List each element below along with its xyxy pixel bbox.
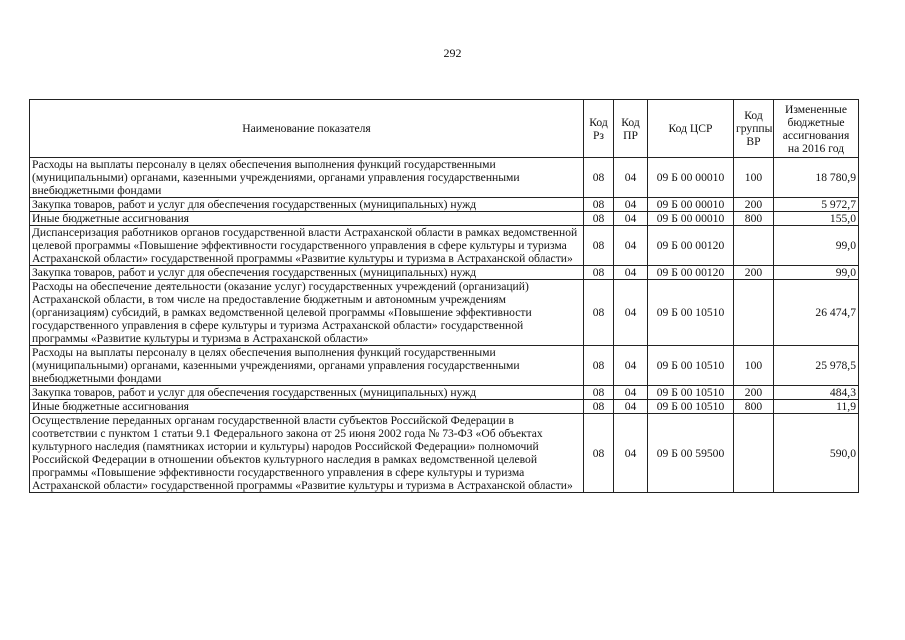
table-row (30, 198, 859, 212)
row-rz: 08 (584, 226, 614, 266)
row-vr: 800 (734, 212, 774, 226)
row-csr: 09 Б 00 00120 (648, 266, 734, 280)
row-amount: 99,0 (774, 226, 859, 266)
row-name: Закупка товаров, работ и услуг для обеспечения государственных (муниципальных) нужд (30, 266, 584, 280)
row-vr: 200 (734, 386, 774, 400)
row-name: Иные бюджетные ассигнования (30, 212, 584, 226)
row-csr: 09 Б 00 10510 (648, 346, 734, 386)
row-pr: 04 (614, 198, 648, 212)
row-name: Закупка товаров, работ и услуг для обеспечения государственных (муниципальных) нужд (30, 386, 584, 400)
row-pr: 04 (614, 280, 648, 346)
row-vr: 200 (734, 198, 774, 212)
row-csr: 09 Б 00 00010 (648, 198, 734, 212)
row-amount: 484,3 (774, 386, 859, 400)
table-row (30, 226, 859, 266)
row-amount: 5 972,7 (774, 198, 859, 212)
row-name: Осуществление переданных органам государственной власти субъектов Российской Федерации в соответствии с пунктом 1 статьи 9.1 Федерального закона от 25 июня 2002 года № 73-ФЗ «Об объектах культурного наследия (памятниках истории и культуры) народов Российской Федерации» полномочий Российской Федерации в отношении объектов культурного наследия в рамках ведомственной целевой программы «Повышение эффективности государственного управления в сфере культуры и туризма Астраханской области» государственной программы «Развитие культуры и туризма в Астраханской области» (30, 414, 584, 493)
row-pr: 04 (614, 266, 648, 280)
row-amount: 18 780,9 (774, 158, 859, 198)
row-pr: 04 (614, 400, 648, 414)
row-rz: 08 (584, 346, 614, 386)
row-amount: 590,0 (774, 414, 859, 493)
row-pr: 04 (614, 226, 648, 266)
row-rz: 08 (584, 212, 614, 226)
table-row (30, 346, 859, 386)
table-row (30, 158, 859, 198)
table-row (30, 386, 859, 400)
row-rz: 08 (584, 266, 614, 280)
row-rz: 08 (584, 386, 614, 400)
table-row (30, 400, 859, 414)
row-vr (734, 226, 774, 266)
page-number: 292 (443, 46, 462, 60)
row-vr: 800 (734, 400, 774, 414)
header-name: Наименование показателя (30, 100, 584, 158)
table-row (30, 414, 859, 493)
row-csr: 09 Б 00 59500 (648, 414, 734, 493)
header-vr: Код группы ВР (734, 100, 774, 158)
header-amount: Измененные бюджетные ассигнования на 2016 год (774, 100, 859, 158)
row-rz: 08 (584, 400, 614, 414)
table-row (30, 212, 859, 226)
table-header-row (30, 100, 859, 158)
row-pr: 04 (614, 346, 648, 386)
row-amount: 11,9 (774, 400, 859, 414)
table-row (30, 280, 859, 346)
row-vr (734, 414, 774, 493)
row-rz: 08 (584, 280, 614, 346)
row-vr: 200 (734, 266, 774, 280)
row-rz: 08 (584, 198, 614, 212)
row-csr: 09 Б 00 10510 (648, 400, 734, 414)
row-name: Расходы на выплаты персоналу в целях обеспечения выполнения функций государственными (муниципальными) органами, казенными учреждениями, органами управления государственными внебюджетными фондами (30, 158, 584, 198)
row-csr: 09 Б 00 00010 (648, 212, 734, 226)
row-name: Расходы на обеспечение деятельности (оказание услуг) государственных учреждений (организаций) Астраханской области, в том числе на предоставление бюджетным и автономным учреждениям (организациям) субсидий, в рамках ведомственной целевой программы «Повышение эффективности государственного управления в сфере культуры и туризма Астраханской области» государственной программы «Развитие культуры и туризма в Астраханской области» (30, 280, 584, 346)
row-amount: 25 978,5 (774, 346, 859, 386)
row-pr: 04 (614, 386, 648, 400)
row-csr: 09 Б 00 00010 (648, 158, 734, 198)
row-amount: 26 474,7 (774, 280, 859, 346)
row-pr: 04 (614, 212, 648, 226)
row-name: Диспансеризация работников органов государственной власти Астраханской области в рамках ведомственной целевой программы «Повышение эффективности государственного управления в сфере культуры и туризма Астраханской области» государственной программы «Развитие культуры и туризма в Астраханской области» (30, 226, 584, 266)
row-rz: 08 (584, 158, 614, 198)
header-pr: Код ПР (614, 100, 648, 158)
header-csr: Код ЦСР (648, 100, 734, 158)
row-name: Расходы на выплаты персоналу в целях обеспечения выполнения функций государственными (муниципальными) органами, казенными учреждениями, органами управления государственными внебюджетными фондами (30, 346, 584, 386)
row-amount: 155,0 (774, 212, 859, 226)
row-pr: 04 (614, 158, 648, 198)
row-vr (734, 280, 774, 346)
row-vr: 100 (734, 346, 774, 386)
row-csr: 09 Б 00 10510 (648, 386, 734, 400)
budget-allocations-table (29, 99, 859, 493)
row-name: Закупка товаров, работ и услуг для обеспечения государственных (муниципальных) нужд (30, 198, 584, 212)
row-name: Иные бюджетные ассигнования (30, 400, 584, 414)
header-rz: Код Рз (584, 100, 614, 158)
row-csr: 09 Б 00 10510 (648, 280, 734, 346)
table-row (30, 266, 859, 280)
row-vr: 100 (734, 158, 774, 198)
row-amount: 99,0 (774, 266, 859, 280)
row-pr: 04 (614, 414, 648, 493)
row-csr: 09 Б 00 00120 (648, 226, 734, 266)
row-rz: 08 (584, 414, 614, 493)
